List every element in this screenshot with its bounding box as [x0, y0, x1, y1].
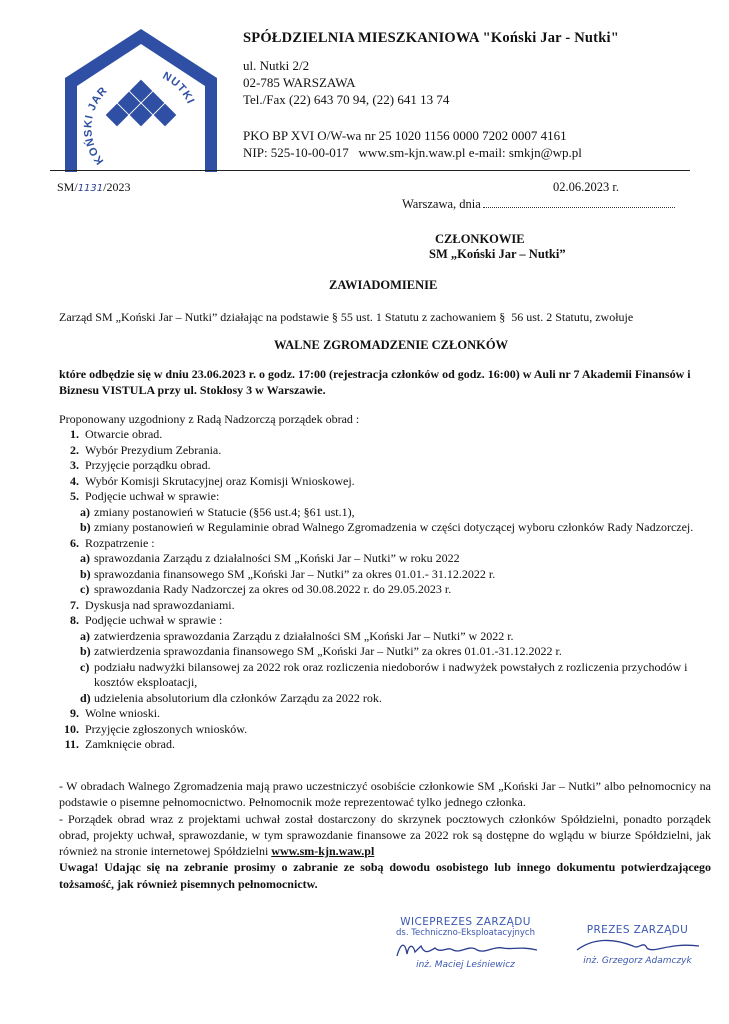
nip-web: NIP: 525-10-00-017 www.sm-kjn.waw.pl e-mail: smkjn@wp.pl — [243, 145, 582, 160]
agenda-text: sprawozdania Zarządu z działalności SM „Koński Jar – Nutki” w roku 2022 — [94, 551, 460, 565]
agenda-subitem — [59, 691, 719, 707]
agenda-text: Podjęcie uchwał w sprawie: — [85, 489, 220, 503]
agenda-subitem — [59, 644, 719, 660]
agenda-number: 4. — [70, 473, 79, 488]
agenda-item — [59, 598, 719, 614]
date-label: Warszawa, dnia — [402, 197, 481, 211]
handwritten-number: 1131 — [77, 183, 104, 194]
agenda-number: a) — [80, 551, 90, 565]
agenda-item — [59, 706, 719, 722]
signature-left-icon — [391, 938, 541, 960]
agenda-number: c) — [80, 659, 90, 674]
agenda-text: Wybór Komisji Skrutacyjnej oraz Komisji Wnioskowej. — [85, 473, 355, 488]
agenda-text: Wybór Prezydium Zebrania. — [85, 442, 222, 457]
agenda-text: sprawozdania Rady Nadzorczej za okres od 30.08.2022 r. do 29.05.2023 r. — [94, 582, 452, 596]
svg-text:NUTKI: NUTKI — [160, 69, 197, 107]
stamp-left-name: inż. Maciej Leśniewicz — [416, 960, 515, 970]
agenda-text: Przyjęcie porządku obrad. — [85, 458, 211, 472]
agenda-number: a) — [80, 628, 90, 643]
header-divider — [50, 170, 690, 171]
agenda-text: udzielenia absolutorium dla członków Zarządu za 2022 rok. — [94, 690, 382, 705]
recipient-line2: SM „Koński Jar – Nutki” — [429, 247, 566, 261]
agenda-text: Wolne wnioski. — [85, 706, 161, 720]
date-dots — [483, 196, 675, 208]
agenda-item — [59, 489, 719, 505]
agenda-item — [59, 474, 719, 490]
agenda-number: 11. — [64, 737, 79, 751]
agenda-item — [59, 722, 719, 738]
bank-info — [243, 127, 582, 161]
notes — [59, 778, 711, 892]
agenda-number: d) — [80, 690, 91, 705]
agenda-item — [59, 613, 719, 629]
meeting-details: które odbędzie się w dniu 23.06.2023 r. o godz. 17:00 (rejestracja członków od godz. 16:00) w Auli nr 7 Akademii Finansów i Biznesu VISTULA przy ul. Stokłosy 3 w Warszawie. — [59, 367, 691, 397]
agenda-subitem — [59, 505, 719, 521]
agenda-subitem — [59, 582, 719, 598]
agenda-number: a) — [80, 504, 90, 519]
document-title: ZAWIADOMIENIE — [329, 278, 438, 292]
date-line — [402, 196, 675, 212]
note-warning: Uwaga! Udając się na zebranie prosimy o zabranie ze sobą dowodu osobistego lub innego dokumentu potwierdzającego tożsamość, jak również pisemnych pełnomocnictw. — [59, 860, 711, 891]
note-participation: - W obradach Walnego Zgromadzenia mają prawo uczestniczyć osobiście członkowie SM „Koński Jar – Nutki” albo pełnomocnicy na podstawie o pisemne pełnomocnictwo. Pełnomocnik może reprezentować tylko jednego członka. — [59, 779, 711, 810]
stamp-right-name: inż. Grzegorz Adamczyk — [583, 956, 692, 966]
agenda-number: 3. — [70, 458, 79, 472]
agenda-number: 1. — [70, 427, 79, 441]
agenda-text: Rozpatrzenie : — [85, 535, 155, 550]
phone: Tel./Fax (22) 643 70 94, (22) 641 13 74 — [243, 92, 450, 107]
stamp-president — [565, 924, 710, 966]
agenda-number: 7. — [70, 597, 79, 612]
agenda-text: podziału nadwyżki bilansowej za 2022 rok oraz rozliczenia niedoborów i nadwyżek powstałych z rozliczenia przychodów i kosztów eksploatacji, — [94, 659, 688, 689]
agenda-text: sprawozdania finansowego SM „Koński Jar – Nutki” za okres 01.01.- 31.12.2022 r. — [94, 566, 496, 581]
agenda-subitem — [59, 629, 719, 645]
reference-number: SM/1131/2023 — [57, 180, 131, 194]
svg-text:KOŃSKI JAR: KOŃSKI JAR — [82, 84, 111, 167]
agenda-item — [59, 443, 719, 459]
agenda-number: 10. — [64, 721, 79, 736]
agenda-text: zmiany postanowień w Regulaminie obrad Walnego Zgromadzenia w części dotyczącej wyboru członków Rady Nadzorczej. — [94, 520, 694, 534]
agenda-number: b) — [80, 644, 91, 658]
meeting-title: WALNE ZGROMADZENIE CZŁONKÓW — [274, 338, 509, 352]
org-address — [243, 57, 449, 108]
note-documents: - Porządek obrad wraz z projektami uchwał został dostarczony do skrzynek pocztowych członków Spółdzielni, ponadto porządek obrad, projekty uchwał, sprawozdanie, w tym sprawozdanie finansowe za 2022 rok są dostępne do wglądu w biurze Spółdzielni, jak również na stronie internetowej Spółdzielni www.sm-kjn.waw.pl — [59, 811, 711, 859]
agenda-number: 9. — [70, 706, 79, 720]
agenda-text: zmiany postanowień w Statucie (§56 ust.4; §61 ust.1), — [94, 504, 355, 519]
agenda-text: Przyjęcie zgłoszonych wniosków. — [85, 721, 248, 736]
agenda-text: Otwarcie obrad. — [85, 427, 163, 441]
stamp-left-title: WICEPREZES ZARZĄDU — [400, 916, 531, 928]
agenda-text: Zamknięcie obrad. — [85, 737, 175, 751]
intro-text: Zarząd SM „Koński Jar – Nutki” działając na podstawie § 55 ust. 1 Statutu z zachowaniem § 56 ust. 2 Statutu, zwołuje — [59, 310, 634, 324]
agenda-item — [59, 737, 719, 753]
agenda-number: 8. — [70, 613, 79, 627]
agenda-intro: Proponowany uzgodniony z Radą Nadzorczą porządek obrad : — [59, 412, 360, 426]
agenda-item — [59, 536, 719, 552]
agenda-subitem — [59, 567, 719, 583]
agenda-text: zatwierdzenia sprawozdania finansowego SM „Koński Jar – Nutki” za okres 01.01.-31.12.2022 r. — [94, 644, 562, 658]
agenda-item — [59, 458, 719, 474]
agenda-number: b) — [80, 566, 91, 581]
agenda-list — [59, 427, 719, 753]
agenda-text: Podjęcie uchwał w sprawie : — [85, 613, 223, 627]
agenda-number: 5. — [70, 489, 79, 503]
agenda-number: c) — [80, 582, 90, 596]
stamp-right-title: PREZES ZARZĄDU — [586, 924, 689, 936]
agenda-text: zatwierdzenia sprawozdania Zarządu z działalności SM „Koński Jar – Nutki” w 2022 r. — [94, 628, 514, 643]
logo — [62, 26, 220, 172]
org-name: SPÓŁDZIELNIA MIESZKANIOWA "Koński Jar - Nutki" — [243, 30, 619, 46]
stamp-vice-president — [378, 916, 553, 970]
signature-right-icon — [573, 936, 703, 956]
website-link[interactable]: www.sm-kjn.waw.pl — [271, 844, 375, 859]
agenda-item — [59, 427, 719, 443]
stamp-left-subtitle: ds. Techniczno-Eksploatacyjnych — [396, 928, 535, 938]
agenda-text: Dyskusja nad sprawozdaniami. — [85, 597, 235, 612]
agenda-subitem — [59, 660, 719, 691]
street: ul. Nutki 2/2 — [243, 58, 310, 73]
bank-account: PKO BP XVI O/W-wa nr 25 1020 1156 0000 7202 0007 4161 — [243, 128, 567, 143]
agenda-subitem — [59, 551, 719, 567]
agenda-subitem — [59, 520, 719, 536]
agenda-number: 6. — [70, 535, 79, 550]
date-value: 02.06.2023 r. — [553, 180, 619, 194]
house-logo-icon — [62, 26, 220, 172]
agenda-number: 2. — [70, 442, 79, 457]
agenda-number: b) — [80, 520, 91, 534]
recipient-line1: CZŁONKOWIE — [435, 232, 525, 246]
city: 02-785 WARSZAWA — [243, 75, 356, 90]
